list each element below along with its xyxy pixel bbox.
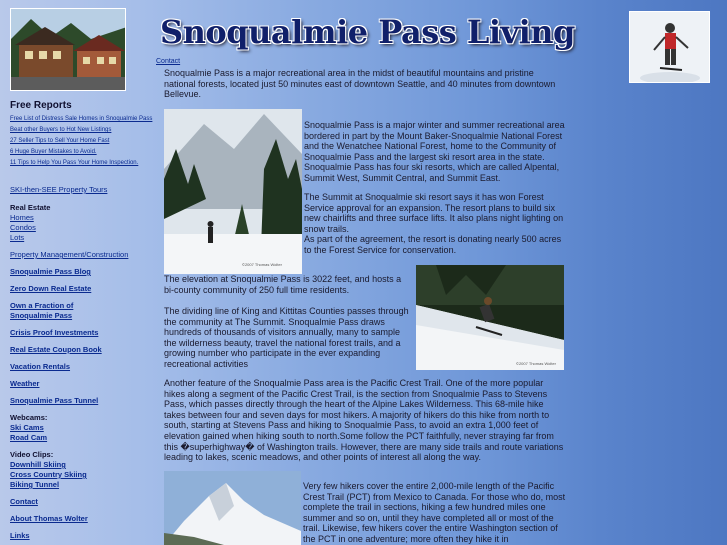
- tunnel-link[interactable]: Snoqualmie Pass Tunnel: [10, 396, 99, 405]
- site-title: Snoqualmie Pass Living: [160, 13, 575, 51]
- property-management-link[interactable]: Property Management/Construction: [10, 250, 129, 259]
- links-link[interactable]: Links: [10, 531, 30, 540]
- powder-skier-photo: [416, 265, 564, 370]
- conservation-paragraph: As part of the agreement, the resort is donating nearly 500 acres to the Forest Service for conservation.: [304, 234, 562, 255]
- fraction-link[interactable]: Own a Fraction of: [10, 301, 74, 310]
- expansion-paragraph: The Summit at Snoqualmie ski resort says it has won Forest Service approval for an expansion. The resort plans to build six new chairlifts and three surface lifts. It also plans night lighting on snow trails.: [304, 192, 564, 234]
- sidebar-contact-link[interactable]: Contact: [10, 497, 38, 506]
- report-link-seller-tips[interactable]: 27 Seller Tips to Sell Your Home Fast: [10, 138, 110, 144]
- about-link[interactable]: About Thomas Wolter: [10, 514, 88, 523]
- elevation-paragraph: The elevation at Snoqualmie Pass is 3022 feet, and hosts a bi-county community of 250 full time residents.: [164, 274, 402, 295]
- report-link-hot-listings[interactable]: Beat other Buyers to Hot New Listings: [10, 127, 112, 133]
- downhill-video-link[interactable]: Downhill Skiing: [10, 460, 66, 469]
- lodge-photo: [10, 8, 126, 91]
- county-paragraph: The dividing line of King and Kittitas Counties passes through the community at The Summit. Snoqualmie Pass draws hundreds of thousands of visitors annually, many to sample the wilderness beauty, travel the national forest trails, and a growing number who participate in the ever expanding recreational activities: [164, 306, 409, 369]
- mountain-peak-photo: [164, 471, 301, 545]
- pacific-crest-paragraph: Another feature of the Snoqualmie Pass area is the Pacific Crest Trail. One of the more popular hikes along a segment of the Pacific Crest Trail, is the section from Snoqualmie Pass to Stevens Pass, which passes directly through the heart of the Alpine Lakes Wilderness. This 68-mile hike takes between four and seven days for most hikers. A majority of hikers do this hike from north to south, starting at Stevens Pass and hiking to Snoqualmie Pass, to avoid an extra 1,000 feet of elevation gained when hiking south to north.Some follow the PCT faithfully, never straying far from this �superhighway� of Washington trails. However, there are many side trails and route variations leading to lakes, scenic meadows, and other points of interest all along the way.: [164, 378, 564, 463]
- road-cam-link[interactable]: Road Cam: [10, 433, 48, 442]
- vacation-rentals-link[interactable]: Vacation Rentals: [10, 362, 71, 371]
- blog-link[interactable]: Snoqualmie Pass Blog: [10, 267, 91, 276]
- coupon-book-link[interactable]: Real Estate Coupon Book: [10, 345, 102, 354]
- crisis-proof-link[interactable]: Crisis Proof Investments: [10, 328, 99, 337]
- winter-summer-paragraph: Snoqualmie Pass is a major winter and summer recreational area bordered in part by the Mount Baker-Snoqualmie National Forest and the Wenatchee National Forest, home to the Community of Snoqualmie Pass and the largest ski resort area in the state. Snoqualmie Pass has four ski resorts, which are called Alpental, Summit West, Summit Central, and Summit East.: [304, 120, 565, 183]
- ski-tours-link[interactable]: SKI-then-SEE Property Tours: [10, 185, 108, 194]
- intro-paragraph: Snoqualmie Pass is a major recreational area in the midst of beautiful mountains and pristine national forests, located just 50 minutes east of downtown Seattle, and 40 minutes from downtown Bellevue.: [164, 68, 556, 100]
- homes-link[interactable]: Homes: [10, 213, 34, 222]
- biking-tunnel-video-link[interactable]: Biking Tunnel: [10, 480, 60, 489]
- cross-country-video-link[interactable]: Cross Country Skiing: [10, 470, 87, 479]
- top-contact-link[interactable]: Contact: [156, 58, 181, 65]
- report-link-home-inspection[interactable]: 11 Tips to Help You Pass Your Home Inspection.: [10, 160, 139, 166]
- webcams-label: Webcams:: [10, 413, 48, 422]
- pct-length-paragraph: Very few hikers cover the entire 2,000-mile length of the Pacific Crest Trail (PCT) from Mexico to Canada. For those who do, most complete the trail in sections, hiking a few hundred miles one summer and so on, until they have completed all or most of the trail. Likewise, few hikers cover the entire Washington section of the PCT in one adventure; more often they hike it in: [303, 481, 566, 544]
- lots-link[interactable]: Lots: [10, 233, 25, 242]
- report-link-buyer-mistakes[interactable]: 6 Huge Buyer Mistakes to Avoid.: [10, 149, 97, 155]
- fraction-link-line2[interactable]: Snoqualmie Pass: [10, 311, 73, 320]
- forest-snowshoe-photo: [164, 109, 302, 274]
- free-reports-title: Free Reports: [10, 100, 72, 111]
- forest-photo-caption: ©2007 Thomas Wolter: [242, 262, 282, 267]
- sidebar: [10, 100, 162, 541]
- report-link-distress-sale[interactable]: Free List of Distress Sale Homes in Snoqualmie Pass: [10, 116, 153, 122]
- skier-photo: [629, 11, 710, 83]
- real-estate-label: Real Estate: [10, 203, 51, 212]
- zero-down-link[interactable]: Zero Down Real Estate: [10, 284, 92, 293]
- condos-link[interactable]: Condos: [10, 223, 36, 232]
- ski-cams-link[interactable]: Ski Cams: [10, 423, 44, 432]
- video-clips-label: Video Clips:: [10, 450, 54, 459]
- weather-link[interactable]: Weather: [10, 379, 40, 388]
- powder-photo-caption: ©2007 Thomas Wolter: [516, 361, 556, 366]
